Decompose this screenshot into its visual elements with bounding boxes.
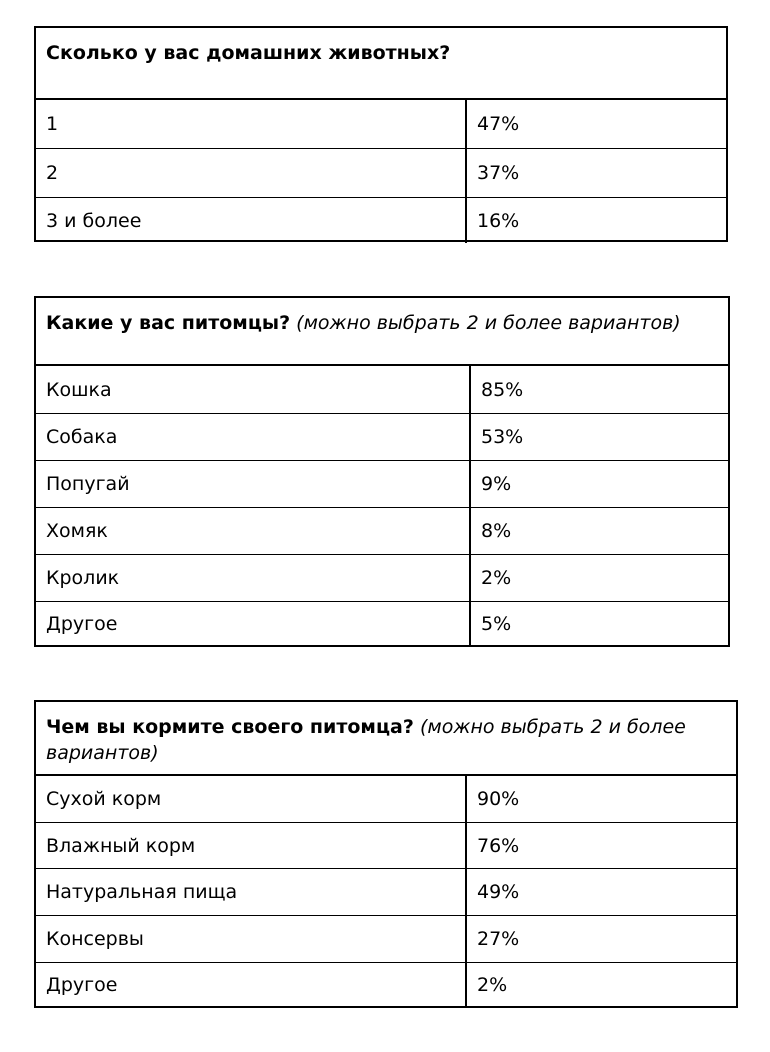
answer-value: 5%: [481, 612, 512, 635]
answer-label: Другое: [36, 602, 471, 645]
answer-label: 1: [36, 100, 467, 148]
answer-label: Влажный корм: [36, 823, 467, 868]
survey-table-pet-count: [34, 26, 728, 242]
question-note: (можно выбрать 2 и более вариантов): [46, 716, 686, 764]
answer-label: 3 и более: [36, 198, 467, 243]
table-row: [36, 461, 728, 508]
table-row: [36, 869, 736, 916]
answer-value: 53%: [481, 426, 524, 448]
answer-label: Собака: [36, 414, 471, 460]
table-row: [36, 916, 736, 963]
table-header: [36, 28, 726, 100]
table-row: [36, 414, 728, 461]
table-row: [36, 149, 726, 198]
answer-value: 85%: [481, 378, 524, 401]
answer-label: 2: [36, 149, 467, 197]
answer-value: 27%: [477, 928, 520, 950]
survey-table-feeding: [34, 700, 738, 1008]
table-row: [36, 366, 728, 414]
table-row: [36, 823, 736, 869]
answer-label: Кошка: [36, 366, 471, 413]
table-row: [36, 776, 736, 823]
answer-label: Консервы: [36, 916, 467, 962]
table-header: [36, 298, 728, 366]
answer-label: Хомяк: [36, 508, 471, 554]
table-row: [36, 555, 728, 602]
answer-value: 47%: [477, 113, 520, 135]
table-row: [36, 100, 726, 149]
question-note: (можно выбрать 2 и более вариантов): [296, 312, 681, 334]
answer-value: 16%: [477, 209, 520, 232]
answer-value: 8%: [481, 520, 512, 542]
answer-label: Кролик: [36, 555, 471, 601]
answer-label: Натуральная пища: [36, 869, 467, 915]
question-text: Чем вы кормите своего питомца?: [46, 716, 414, 738]
question-text: Какие у вас питомцы?: [46, 312, 291, 334]
answer-label: Сухой корм: [36, 776, 467, 822]
table-row: [36, 508, 728, 555]
answer-value: 76%: [477, 834, 520, 857]
survey-table-pet-types: [34, 296, 730, 647]
table-row: [36, 602, 728, 645]
question-text: Сколько у вас домашних животных?: [46, 42, 451, 64]
answer-value: 9%: [481, 473, 512, 495]
answer-value: 37%: [477, 162, 520, 184]
table-row: [36, 963, 736, 1006]
answer-label: Попугай: [36, 461, 471, 507]
table-header: [36, 702, 736, 776]
answer-value: 2%: [477, 973, 508, 996]
answer-label: Другое: [36, 963, 467, 1006]
answer-value: 2%: [481, 567, 512, 589]
table-row: [36, 198, 726, 243]
answer-value: 90%: [477, 788, 520, 810]
answer-value: 49%: [477, 881, 520, 903]
